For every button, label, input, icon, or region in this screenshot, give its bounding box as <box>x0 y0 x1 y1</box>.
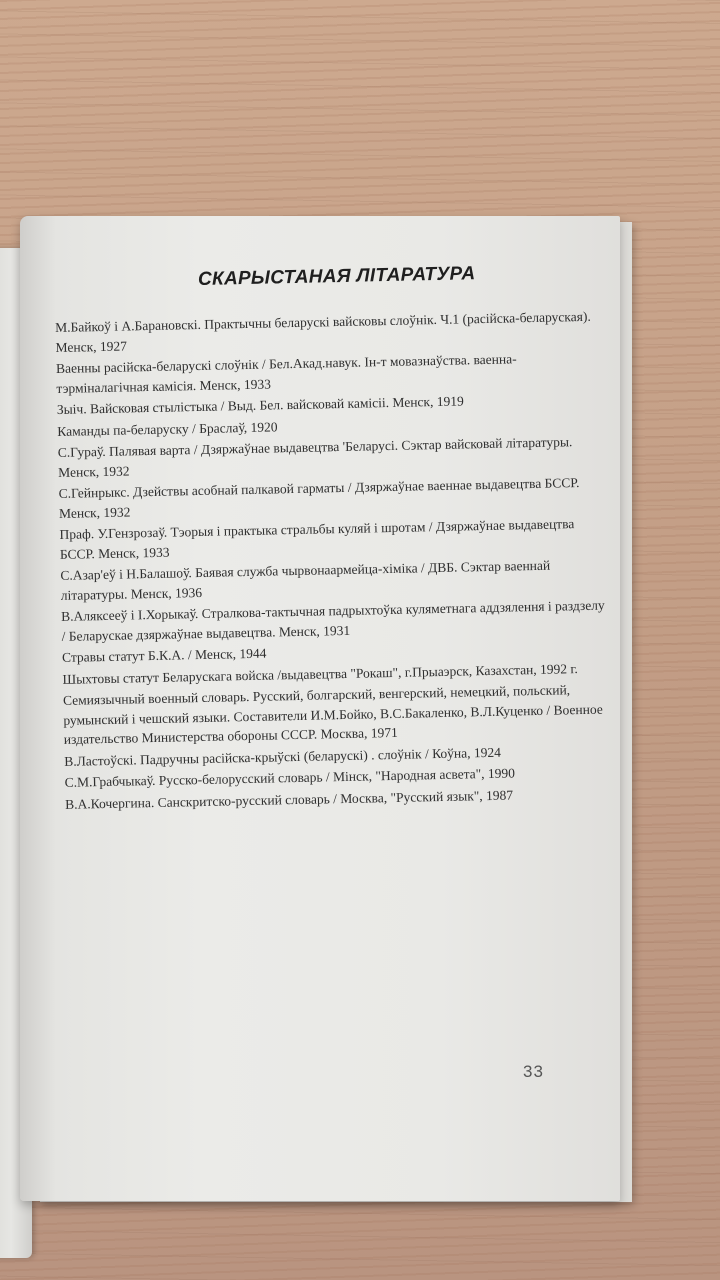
reference-item: Семиязычный военный словарь. Русский, болгарский, венгерский, немецкий, польский, румынский і чешский языки. Составители И.М.Бойко, В.С.Бакаленко, В.Л.Куценко / Военное издательство Министерства обороны СССР. Москва, 1971 <box>62 682 603 747</box>
reference-item: Стравы статут Б.К.А. / Менск, 1944 <box>61 645 267 665</box>
reference-item: Каманды па-беларуску / Браслаў, 1920 <box>57 418 278 439</box>
reference-item: Ваенны расійска-беларускі слоўнік / Бел.Акад.навук. Ін-т мовазнаўства. ваенна-тэрміналагічная камісія. Менск, 1933 <box>55 351 517 396</box>
page-content <box>54 261 610 816</box>
page-number: 33 <box>523 1062 544 1081</box>
book-page <box>20 216 620 1201</box>
reference-list <box>55 307 610 814</box>
reference-item: Зыіч. Вайсковая стылістыка / Выд. Бел. вайсковай камісіі. Менск, 1919 <box>56 393 464 417</box>
reference-item: В.Ластоўскі. Падручны расійска-крыўскі (беларускі) . слоўнік / Коўна, 1924 <box>64 744 502 769</box>
reference-item: Шыхтовы статут Беларускага войска /выдавецтва "Рокаш", г.Прыаэрск, Казахстан, 1992 г. <box>62 660 578 687</box>
reference-item: С.Азар'еў і Н.Балашоў. Баявая служба чырвонаармейца-хіміка / ДВБ. Сэктар ваеннай літаратуры. Менск, 1936 <box>60 557 551 603</box>
reference-item: В.Аляксееў і І.Хорыкаў. Стралкова-тактычная падрыхтоўка куляметнага аддзялення і раздзелу / Беларускае дзяржаўнае выдавецтва. Менск, 1931 <box>61 597 605 644</box>
reference-item: С.Гураў. Палявая варта / Дзяржаўнае выдавецтва 'Беларусі. Сэктар вайсковай літаратуры. Менск, 1932 <box>57 434 573 480</box>
reference-item: Праф. У.Гензрозаў. Тэорыя і практыка стральбы куляй і шротам / Дзяржаўнае выдавецтва БССР. Менск, 1933 <box>59 516 575 562</box>
reference-item: В.А.Кочергина. Санскритско-русский словарь / Москва, "Русский язык", 1987 <box>64 787 514 812</box>
reference-item: М.Байкоў і А.Барановскі. Практычны беларускі вайсковы слоўнік. Ч.1 (расійска-беларуская). Менск, 1927 <box>55 308 591 355</box>
reference-item: С.Гейнрыкс. Дзействы асобнай палкавой гарматы / Дзяржаўнае ваеннае выдавецтва БССР. Менск, 1932 <box>58 475 580 521</box>
page-title: СКАРЫСТАНАЯ ЛІТАРАТУРА <box>197 263 476 290</box>
reference-item: С.М.Грабчыкаў. Русско-белорусский словарь / Мінск, "Народная асвета", 1990 <box>64 765 516 790</box>
